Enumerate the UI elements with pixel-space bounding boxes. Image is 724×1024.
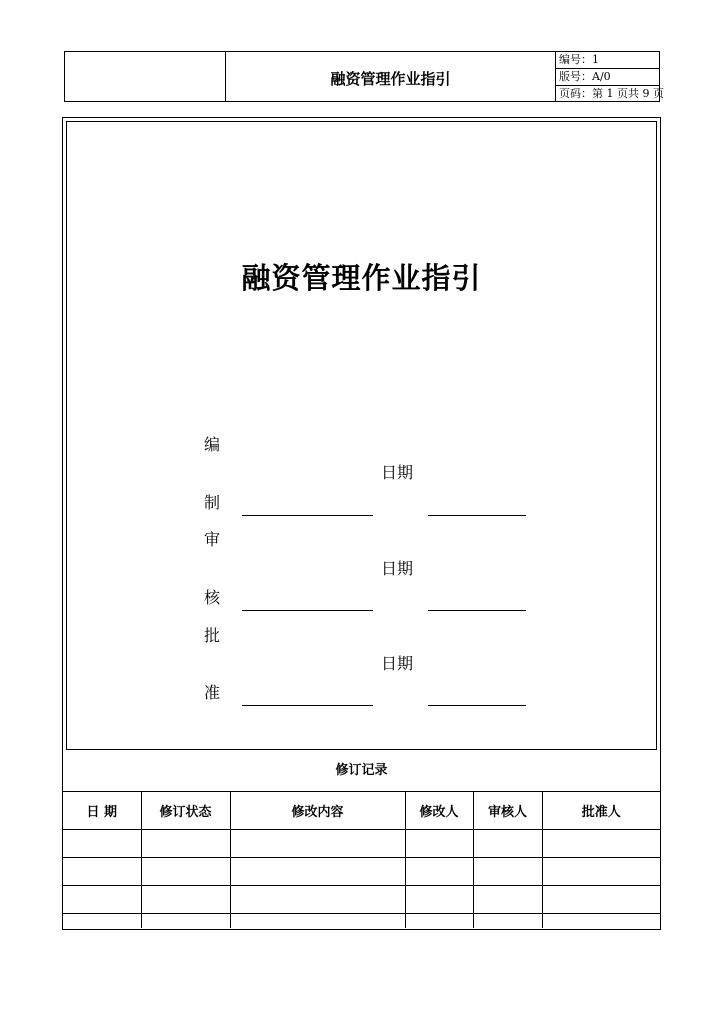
col-modifier: 修改人: [405, 792, 473, 830]
approve-char-1: 批: [204, 626, 221, 645]
cover-frame: [62, 117, 661, 930]
review-char-1: 审: [204, 530, 221, 549]
revision-record: [63, 751, 660, 928]
approve-date-label: 日期: [381, 654, 414, 673]
header-info-cell: [556, 52, 664, 101]
review-signature-line[interactable]: [242, 610, 373, 611]
header-number: 编号：1: [559, 53, 599, 66]
col-approver: 批准人: [542, 792, 660, 830]
revision-title: 修订记录: [63, 751, 660, 792]
header-page: 页码：第 1 页共 9 页: [556, 85, 659, 102]
compile-signature-line[interactable]: [242, 515, 373, 516]
revision-table: [63, 792, 660, 928]
table-row: [63, 858, 660, 886]
review-date-label: 日期: [381, 559, 414, 578]
header-logo-cell: [65, 52, 226, 101]
document-header: [64, 51, 664, 102]
review-char-2: 核: [204, 588, 221, 607]
compile-date-label: 日期: [381, 463, 414, 482]
col-reviewer: 审核人: [473, 792, 542, 830]
col-status: 修订状态: [141, 792, 230, 830]
cover-page: [66, 121, 657, 750]
compile-date-line[interactable]: [428, 515, 526, 516]
table-row: [63, 830, 660, 858]
table-row: [63, 914, 660, 929]
compile-char-2: 制: [204, 493, 221, 512]
revision-header-row: [63, 792, 660, 830]
cover-title: 融资管理作业指引: [241, 261, 482, 295]
col-content: 修改内容: [230, 792, 405, 830]
approve-date-line[interactable]: [428, 705, 526, 706]
approve-signature-line[interactable]: [242, 705, 373, 706]
header-version: 版号：A/0: [556, 68, 659, 85]
approve-char-2: 准: [204, 683, 221, 702]
header-title: 融资管理作业指引: [226, 52, 556, 101]
compile-char-1: 编: [204, 435, 221, 454]
table-row: [63, 886, 660, 914]
col-date: 日 期: [63, 792, 141, 830]
review-date-line[interactable]: [428, 610, 526, 611]
